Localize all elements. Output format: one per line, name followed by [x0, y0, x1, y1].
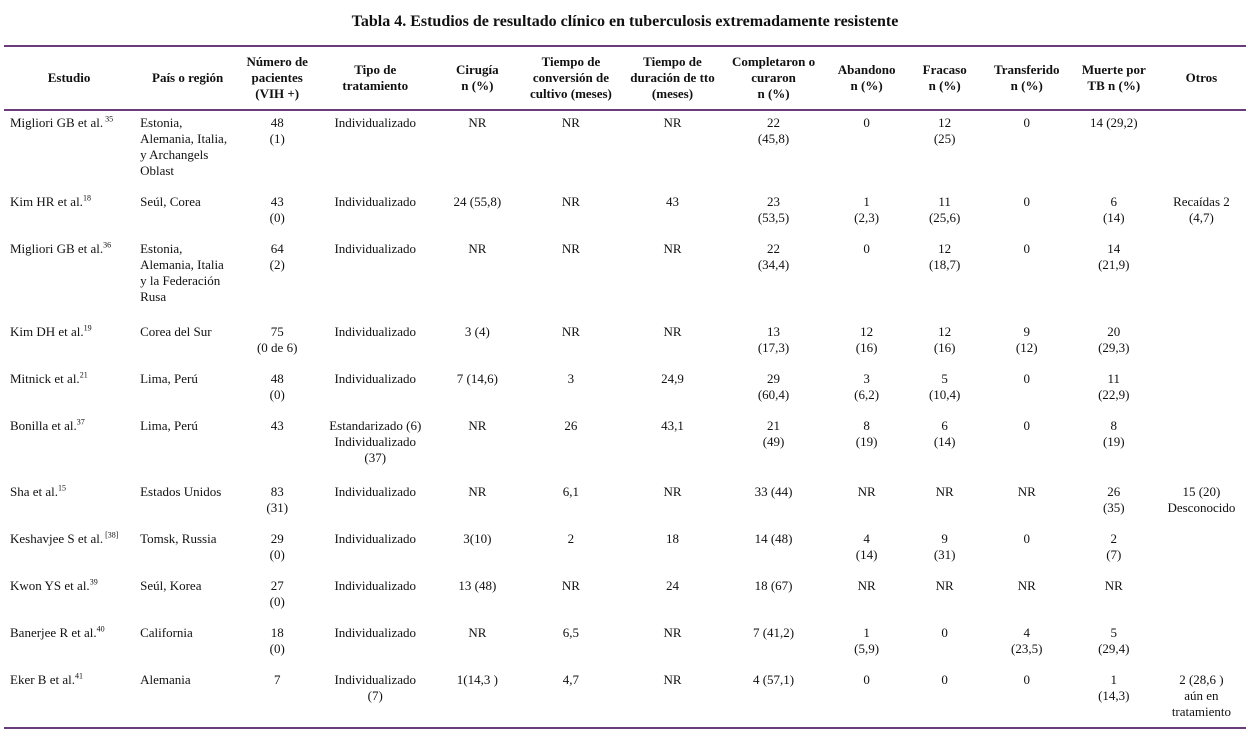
- study-name: Mitnick et al.: [10, 371, 80, 386]
- header-estudio: Estudio: [47, 70, 91, 85]
- cell-estudio: [4, 480, 134, 527]
- reference-number: 39: [89, 577, 98, 587]
- study-name: Kwon YS et al.: [10, 578, 90, 593]
- cell-pacientes: 48 (1): [269, 115, 285, 146]
- cell-duracion: NR: [663, 484, 682, 499]
- cell-conversion: 6,1: [562, 484, 580, 499]
- cell-fracaso: 6 (14): [933, 418, 956, 449]
- cell-completaron: 22 (45,8): [757, 115, 790, 146]
- cell-fracaso: 12 (16): [933, 324, 956, 355]
- cell-completaron: 4 (57,1): [752, 672, 795, 687]
- cell-fracaso: 12 (18,7): [928, 241, 961, 272]
- cell-conversion: NR: [561, 324, 580, 339]
- header-cirugia: Cirugía n (%): [456, 62, 499, 93]
- cell-otros: [1157, 237, 1246, 320]
- cell-pais: Estados Unidos: [140, 484, 222, 499]
- table-row: [4, 574, 1246, 621]
- header-fracaso: Fracaso n (%): [922, 62, 967, 93]
- cell-transferido: 0: [1023, 371, 1030, 386]
- cell-otros: Recaídas 2 (4,7): [1173, 194, 1230, 225]
- cell-tratamiento: Individualizado: [334, 194, 417, 209]
- cell-pais: Corea del Sur: [140, 324, 212, 339]
- table-row: [4, 237, 1246, 320]
- cell-pacientes: 29 (0): [269, 531, 285, 562]
- cell-abandono: NR: [857, 484, 876, 499]
- table-row: [4, 621, 1246, 668]
- cell-completaron: 23 (53,5): [757, 194, 790, 225]
- header-transferido: Transferido n (%): [993, 62, 1060, 93]
- cell-estudio: [4, 621, 134, 668]
- cell-pais: Seúl, Korea: [140, 578, 202, 593]
- cell-tratamiento: Individualizado: [334, 241, 417, 256]
- study-name: Kim HR et al.: [10, 194, 83, 209]
- cell-fracaso: NR: [935, 484, 954, 499]
- cell-pacientes: 7: [273, 672, 281, 687]
- cell-pacientes: 64 (2): [269, 241, 285, 272]
- table-row: [4, 414, 1246, 480]
- header-duracion: Tiempo de duración de tto (meses): [630, 54, 715, 101]
- table-row: [4, 190, 1246, 237]
- cell-conversion: NR: [561, 194, 580, 209]
- cell-conversion: NR: [561, 115, 580, 130]
- cell-estudio: [4, 110, 134, 190]
- cell-fracaso: 5 (10,4): [928, 371, 961, 402]
- cell-pacientes: 43: [270, 418, 284, 433]
- cell-completaron: 22 (34,4): [757, 241, 790, 272]
- cell-conversion: 3: [567, 371, 575, 386]
- table-row: [4, 527, 1246, 574]
- cell-otros: 15 (20) Desconocido: [1167, 484, 1236, 515]
- cell-abandono: 1 (2,3): [854, 194, 880, 225]
- table-row: [4, 320, 1246, 367]
- cell-pacientes: 43 (0): [269, 194, 285, 225]
- cell-muerte: 14 (29,2): [1089, 115, 1138, 130]
- cell-abandono: 3 (6,2): [854, 371, 880, 402]
- cell-abandono: 1 (5,9): [854, 625, 880, 656]
- cell-tratamiento: Individualizado: [334, 371, 417, 386]
- cell-cirugia: NR: [468, 241, 487, 256]
- cell-cirugia: NR: [468, 418, 487, 433]
- study-name: Banerjee R et al.: [10, 625, 97, 640]
- cell-pacientes: 27 (0): [269, 578, 285, 609]
- table-row: [4, 480, 1246, 527]
- table-row: [4, 110, 1246, 190]
- cell-pacientes: 18 (0): [269, 625, 285, 656]
- cell-muerte: 1 (14,3): [1098, 672, 1130, 703]
- cell-muerte: 26 (35): [1102, 484, 1125, 515]
- cell-completaron: 13 (17,3): [757, 324, 790, 355]
- cell-duracion: NR: [663, 115, 682, 130]
- study-name: Eker B et al.: [10, 672, 75, 687]
- cell-conversion: 6,5: [562, 625, 580, 640]
- cell-pacientes: 75 (0 de 6): [256, 324, 298, 355]
- header-completaron: Completaron o curaron n (%): [731, 54, 816, 101]
- study-name: Migliori GB et al.: [10, 115, 104, 130]
- header-abandono: Abandono n (%): [837, 62, 896, 93]
- reference-number: [38]: [103, 530, 119, 540]
- cell-transferido: 0: [1023, 115, 1030, 130]
- header-pais: País o región: [152, 70, 224, 85]
- cell-transferido: NR: [1017, 578, 1036, 593]
- cell-duracion: 24,9: [661, 371, 684, 386]
- reference-number: 37: [76, 417, 85, 427]
- study-name: Kim DH et al.: [10, 324, 84, 339]
- header-otros: Otros: [1185, 70, 1218, 85]
- cell-abandono: NR: [857, 578, 876, 593]
- cell-duracion: NR: [663, 672, 682, 687]
- cell-transferido: 0: [1023, 531, 1030, 546]
- cell-estudio: [4, 414, 134, 480]
- cell-cirugia: 3(10): [463, 531, 492, 546]
- reference-number: 41: [74, 671, 83, 681]
- reference-number: 21: [79, 370, 88, 380]
- cell-otros: [1157, 110, 1246, 190]
- cell-duracion: 43,1: [661, 418, 684, 433]
- cell-pais: Seúl, Corea: [140, 194, 201, 209]
- cell-estudio: [4, 367, 134, 414]
- reference-number: 35: [103, 114, 114, 124]
- cell-otros: 2 (28,6 ) aún en tratamiento: [1171, 672, 1232, 719]
- cell-transferido: 0: [1023, 194, 1030, 209]
- cell-tratamiento: Individualizado: [334, 115, 417, 130]
- study-name: Sha et al.: [10, 484, 59, 499]
- reference-number: 19: [83, 323, 92, 333]
- cell-fracaso: 0: [941, 672, 948, 687]
- cell-pais: Alemania: [140, 672, 191, 687]
- cell-estudio: [4, 574, 134, 621]
- cell-duracion: NR: [663, 324, 682, 339]
- cell-transferido: NR: [1017, 484, 1036, 499]
- results-table: [4, 45, 1246, 729]
- reference-number: 36: [103, 240, 112, 250]
- cell-tratamiento: Individualizado (7): [334, 672, 417, 703]
- cell-otros: [1157, 320, 1246, 367]
- cell-otros: [1157, 621, 1246, 668]
- cell-otros: [1157, 574, 1246, 621]
- cell-conversion: 26: [564, 418, 578, 433]
- cell-pacientes: 83 (31): [266, 484, 289, 515]
- cell-muerte: 20 (29,3): [1098, 324, 1130, 355]
- table-header-row: [4, 46, 1246, 110]
- cell-pais: Lima, Perú: [140, 371, 198, 386]
- header-tratamiento: Tipo de tratamiento: [342, 62, 409, 93]
- cell-muerte: 6 (14): [1102, 194, 1125, 225]
- cell-conversion: NR: [561, 578, 580, 593]
- cell-transferido: 4 (23,5): [1011, 625, 1043, 656]
- cell-muerte: 5 (29,4): [1098, 625, 1130, 656]
- cell-pais: Tomsk, Russia: [140, 531, 217, 546]
- cell-completaron: 33 (44): [754, 484, 793, 499]
- header-pacientes: Número de pacientes (VIH +): [246, 54, 308, 101]
- cell-completaron: 29 (60,4): [757, 371, 790, 402]
- cell-duracion: 18: [665, 531, 679, 546]
- cell-cirugia: 3 (4): [464, 324, 490, 339]
- cell-abandono: 0: [863, 115, 870, 130]
- cell-transferido: 0: [1023, 241, 1030, 256]
- cell-otros: [1157, 414, 1246, 480]
- cell-cirugia: NR: [468, 625, 487, 640]
- table-row: [4, 367, 1246, 414]
- cell-estudio: [4, 668, 134, 728]
- header-conversion: Tiempo de conversión de cultivo (meses): [529, 54, 612, 101]
- reference-number: 18: [82, 193, 91, 203]
- cell-fracaso: 12 (25): [933, 115, 956, 146]
- cell-completaron: 21 (49): [762, 418, 785, 449]
- cell-pais: Estonia, Alemania, Italia, y Archangels Oblast: [140, 115, 228, 178]
- cell-cirugia: 13 (48): [458, 578, 497, 593]
- cell-duracion: 24: [665, 578, 679, 593]
- cell-cirugia: 24 (55,8): [453, 194, 502, 209]
- cell-estudio: [4, 237, 134, 320]
- cell-tratamiento: Individualizado: [334, 324, 417, 339]
- cell-tratamiento: Individualizado: [334, 578, 417, 593]
- cell-cirugia: NR: [468, 484, 487, 499]
- cell-abandono: 12 (16): [855, 324, 878, 355]
- reference-number: 15: [58, 483, 67, 493]
- table-row: [4, 668, 1246, 728]
- cell-abandono: 0: [863, 672, 870, 687]
- cell-abandono: 0: [863, 241, 870, 256]
- cell-transferido: 0: [1023, 418, 1030, 433]
- cell-tratamiento: Individualizado: [334, 531, 417, 546]
- cell-cirugia: 1(14,3 ): [456, 672, 498, 687]
- cell-muerte: 11 (22,9): [1098, 371, 1130, 402]
- cell-tratamiento: Individualizado: [334, 625, 417, 640]
- cell-otros: [1157, 367, 1246, 414]
- cell-conversion: 4,7: [562, 672, 580, 687]
- study-name: Keshavjee S et al.: [10, 531, 104, 546]
- study-name: Migliori GB et al.: [10, 241, 104, 256]
- cell-pais: California: [140, 625, 193, 640]
- cell-fracaso: NR: [935, 578, 954, 593]
- cell-duracion: NR: [663, 625, 682, 640]
- cell-completaron: 18 (67): [754, 578, 793, 593]
- cell-pais: Lima, Perú: [140, 418, 198, 433]
- cell-fracaso: 11 (25,6): [928, 194, 961, 225]
- cell-transferido: 9 (12): [1015, 324, 1038, 355]
- cell-muerte: 14 (21,9): [1098, 241, 1130, 272]
- cell-pacientes: 48 (0): [269, 371, 285, 402]
- cell-cirugia: NR: [468, 115, 487, 130]
- cell-transferido: 0: [1023, 672, 1030, 687]
- cell-muerte: 8 (19): [1102, 418, 1125, 449]
- header-muerte: Muerte por TB n (%): [1081, 62, 1146, 93]
- cell-conversion: NR: [561, 241, 580, 256]
- cell-abandono: 8 (19): [855, 418, 878, 449]
- cell-estudio: [4, 527, 134, 574]
- cell-fracaso: 0: [941, 625, 948, 640]
- cell-muerte: NR: [1104, 578, 1123, 593]
- cell-fracaso: 9 (31): [933, 531, 956, 562]
- cell-duracion: NR: [663, 241, 682, 256]
- cell-otros: [1157, 527, 1246, 574]
- cell-completaron: 14 (48): [754, 531, 793, 546]
- cell-tratamiento: Individualizado: [334, 484, 417, 499]
- cell-tratamiento: Estandarizado (6) Individualizado (37): [329, 418, 422, 465]
- cell-conversion: 2: [567, 531, 575, 546]
- cell-duracion: 43: [665, 194, 679, 209]
- table-title: Tabla 4. Estudios de resultado clínico en tuberculosis extremadamente resistente: [351, 13, 899, 30]
- cell-abandono: 4 (14): [855, 531, 878, 562]
- cell-cirugia: 7 (14,6): [456, 371, 498, 386]
- cell-completaron: 7 (41,2): [752, 625, 795, 640]
- study-name: Bonilla et al.: [10, 418, 77, 433]
- cell-pais: Estonia, Alemania, Italia y la Federación Rusa: [140, 241, 224, 304]
- cell-estudio: [4, 320, 134, 367]
- cell-estudio: [4, 190, 134, 237]
- cell-muerte: 2 (7): [1106, 531, 1122, 562]
- reference-number: 40: [96, 624, 105, 634]
